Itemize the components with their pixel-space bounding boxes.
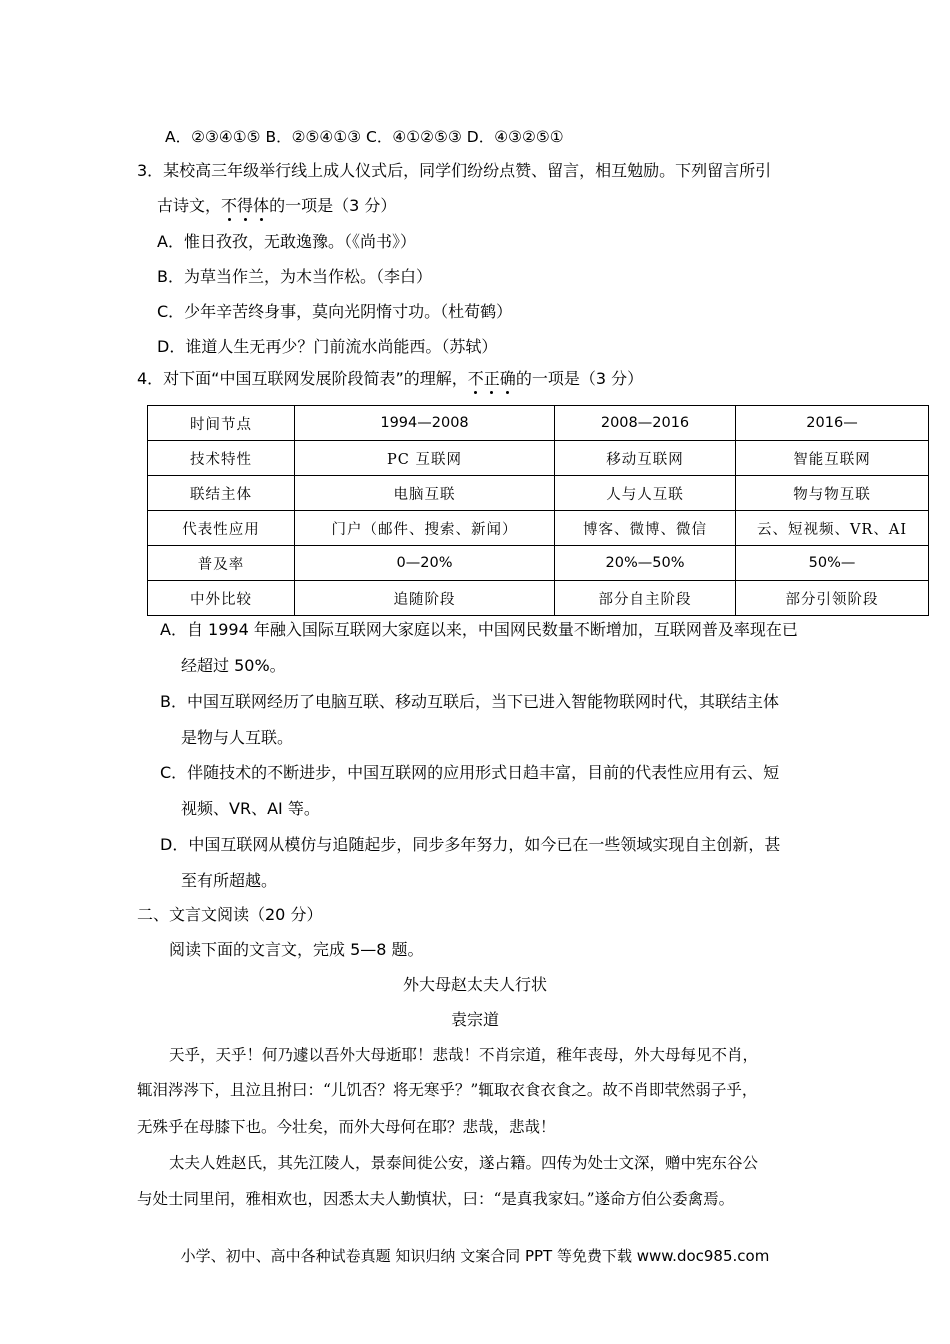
- q4-stem: [137, 369, 643, 389]
- passage-line: 太夫人姓赵氏，其先江陵人，景泰间徙公安，遂占籍。四传为处士文深，赠中宪东谷公: [169, 1154, 759, 1172]
- table-cell: 博客、微博、微信: [555, 511, 736, 546]
- q4-option-d-line2: 至有所超越。: [181, 871, 278, 890]
- q4-stem-prefix: 4．对下面“中国互联网发展阶段简表”的理解，: [137, 369, 468, 388]
- q4-option-c-line2: 视频、VR、AI 等。: [181, 799, 320, 818]
- q4-option-b-line1: B．中国互联网经历了电脑互联、移动互联后，当下已进入智能物联网时代，其联结主体: [160, 692, 779, 711]
- table-cell: 物与物互联: [736, 476, 929, 511]
- table-cell: 2016—: [736, 406, 929, 441]
- table-cell: PC 互联网: [295, 441, 555, 476]
- table-cell: 20%—50%: [555, 546, 736, 581]
- q4-option-a-line1: A．自 1994 年融入国际互联网大家庭以来，中国网民数量不断增加，互联网普及率现在已: [160, 620, 798, 639]
- table-cell: 普及率: [148, 546, 295, 581]
- table-cell: 人与人互联: [555, 476, 736, 511]
- q3-option-b: B．为草当作兰，为木当作松。（李白）: [157, 267, 432, 286]
- table-cell: 云、短视频、VR、AI: [736, 511, 929, 546]
- table-cell: 中外比较: [148, 581, 295, 616]
- passage-line: 与处士同里闬，雅相欢也，因悉太夫人勤慎状，曰：“是真我家妇。”遂命方伯公委禽焉。: [137, 1190, 735, 1208]
- section-heading: 二、文言文阅读（20 分）: [137, 905, 323, 924]
- emphasis-char: 正: [483, 369, 500, 388]
- q3-stem-suffix: 的一项是（3 分）: [269, 196, 397, 215]
- q3-option-d: D．谁道人生无再少？门前流水尚能西。（苏轼）: [157, 337, 498, 356]
- table-cell: 联结主体: [148, 476, 295, 511]
- emphasis-char: 不: [467, 369, 484, 388]
- table-cell: 门户（邮件、搜索、新闻）: [295, 511, 555, 546]
- table-row: [148, 546, 929, 581]
- passage-title: 外大母赵太夫人行状: [402, 975, 547, 994]
- q3-stem-line1: 3．某校高三年级举行线上成人仪式后，同学们纷纷点赞、留言，相互勉励。下列留言所引: [137, 161, 772, 180]
- table-row: [148, 511, 929, 546]
- internet-stage-table: [147, 405, 929, 616]
- emphasis-char: 不: [221, 196, 238, 215]
- q3-stem-line2: [157, 196, 396, 216]
- passage-line: 辄泪涔涔下，且泣且拊曰：“儿饥否？将无寒乎？”辄取衣食衣食之。故不肖即茕然弱子乎，: [137, 1081, 758, 1099]
- table-row: [148, 441, 929, 476]
- table-row: [148, 581, 929, 616]
- table-cell: 0—20%: [295, 546, 555, 581]
- q3-option-c: C．少年辛苦终身事，莫向光阴惰寸功。（杜荀鹤）: [157, 302, 513, 321]
- table-cell: 代表性应用: [148, 511, 295, 546]
- emphasis-char: 确: [499, 369, 516, 388]
- q4-option-d-line1: D．中国互联网从模仿与追随起步，同步多年努力，如今已在一些领域实现自主创新，甚: [160, 835, 781, 854]
- emphasis-char: 体: [253, 196, 270, 215]
- section-instruction: 阅读下面的文言文，完成 5—8 题。: [169, 940, 424, 959]
- table-cell: 技术特性: [148, 441, 295, 476]
- table-cell: 电脑互联: [295, 476, 555, 511]
- table-cell: 时间节点: [148, 406, 295, 441]
- table-cell: 智能互联网: [736, 441, 929, 476]
- page-footer: 小学、初中、高中各种试卷真题 知识归纳 文案合同 PPT 等免费下载 www.doc985.com: [180, 1247, 770, 1265]
- table-row: [148, 476, 929, 511]
- emphasis-char: 得: [237, 196, 254, 215]
- passage-line: 无殊乎在母膝下也。今壮矣，而外大母何在耶？悲哉，悲哉！: [137, 1118, 556, 1136]
- passage-author: 袁宗道: [450, 1010, 499, 1029]
- table-cell: 1994—2008: [295, 406, 555, 441]
- q4-option-c-line1: C．伴随技术的不断进步，中国互联网的应用形式日趋丰富，目前的代表性应用有云、短: [160, 763, 780, 782]
- table-cell: 部分自主阶段: [555, 581, 736, 616]
- table-cell: 移动互联网: [555, 441, 736, 476]
- q2-options-line: A．②③④①⑤ B．②⑤④①③ C．④①②⑤③ D．④③②⑤①: [165, 128, 564, 146]
- table-cell: 50%—: [736, 546, 929, 581]
- table-cell: 2008—2016: [555, 406, 736, 441]
- q4-option-b-line2: 是物与人互联。: [181, 728, 294, 747]
- table-cell: 部分引领阶段: [736, 581, 929, 616]
- q3-stem-prefix: 古诗文，: [157, 196, 222, 215]
- table-cell: 追随阶段: [295, 581, 555, 616]
- q4-option-a-line2: 经超过 50%。: [181, 656, 286, 675]
- q3-option-a: A．惟日孜孜，无敢逸豫。（《尚书》）: [157, 232, 416, 251]
- passage-line: 天乎，天乎！何乃遽以吾外大母逝耶！悲哉！不肖宗道，稚年丧母，外大母每见不肖，: [169, 1046, 759, 1064]
- q4-stem-suffix: 的一项是（3 分）: [515, 369, 644, 388]
- table-row: [148, 406, 929, 441]
